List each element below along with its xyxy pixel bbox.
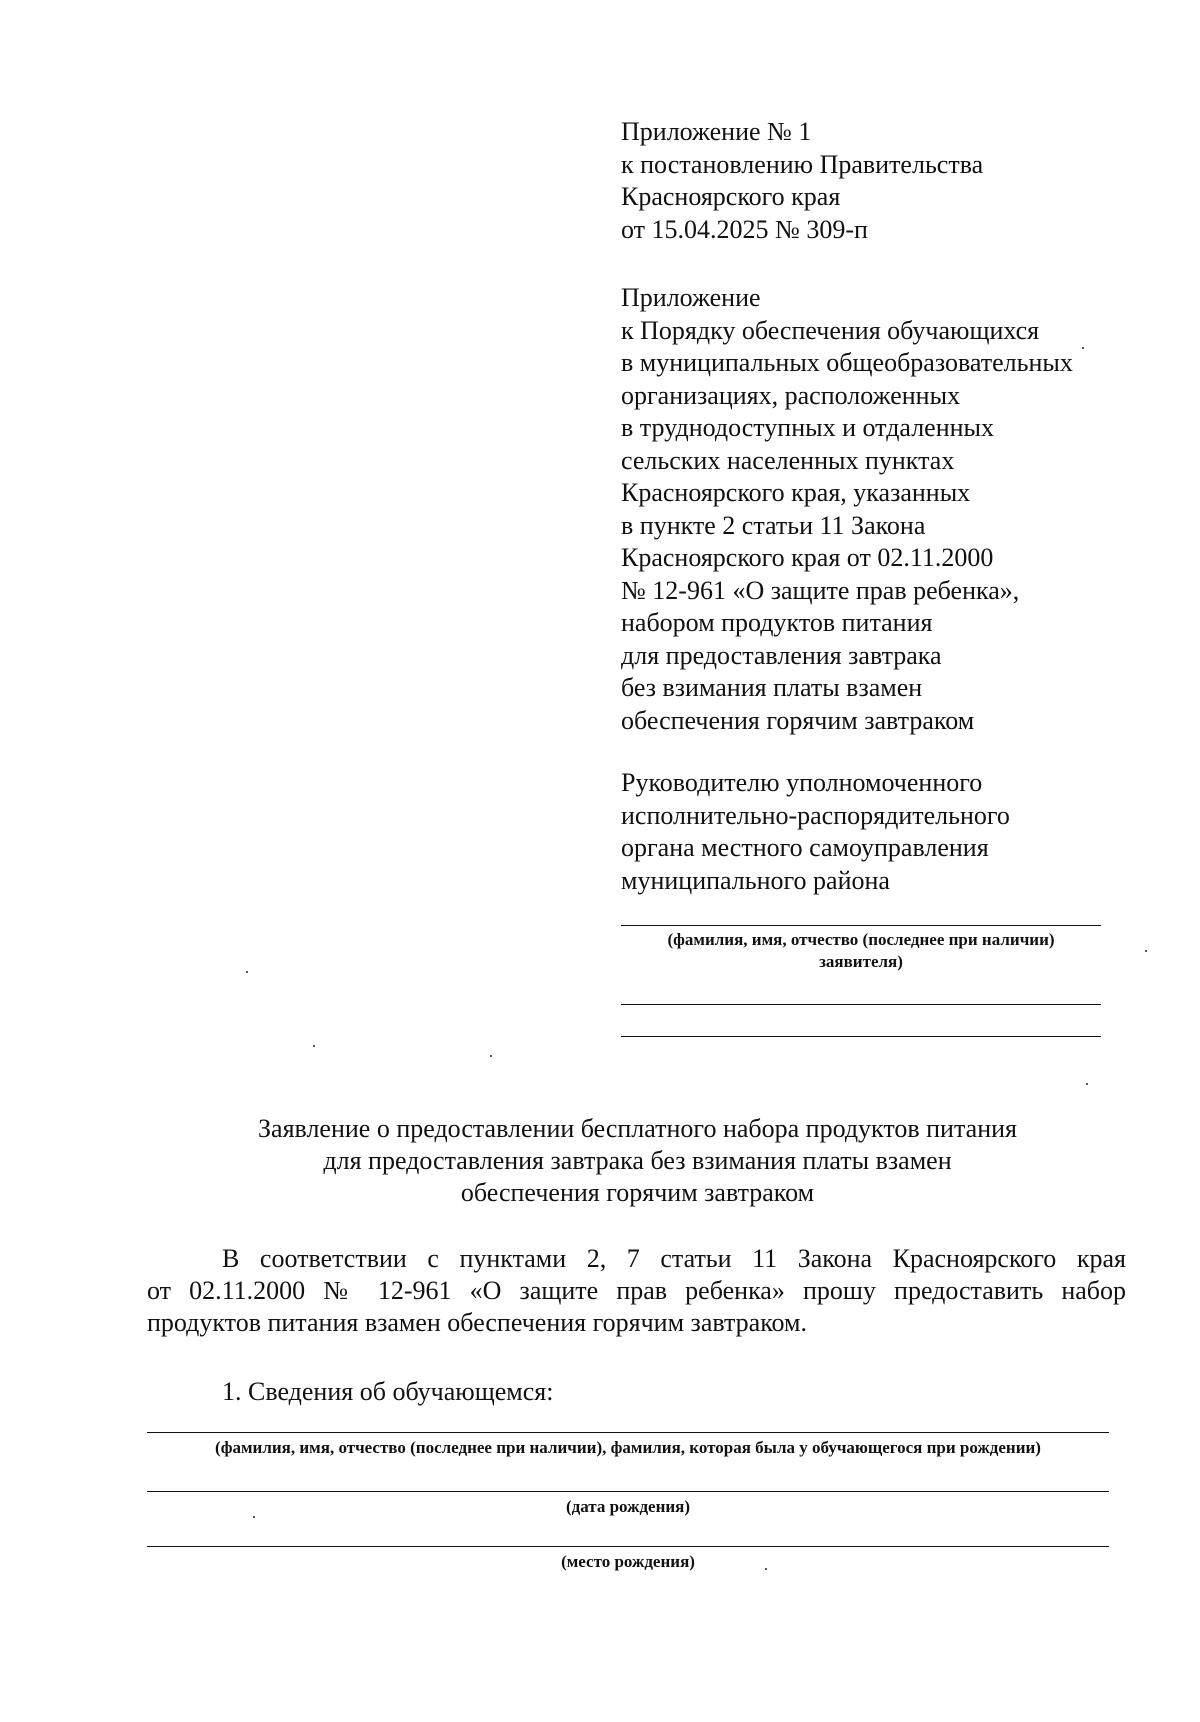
applicant-caption-line: заявителя) (819, 952, 903, 971)
birth-date-caption-text: (дата рождения) (565, 1497, 691, 1516)
birth-place-caption (147, 1551, 1109, 1573)
appendix-procedure-line: в труднодоступных и отдаленных (621, 413, 995, 442)
scan-speck (490, 1055, 492, 1057)
scan-speck (246, 971, 248, 973)
addressee-line: исполнительно-распорядительного (621, 800, 1010, 830)
addressee-block (621, 767, 1121, 897)
application-title (150, 1113, 1125, 1209)
applicant-name-caption (621, 929, 1101, 973)
applicant-caption-line: (фамилия, имя, отчество (последнее при наличии) (667, 930, 1055, 949)
appendix-1-line: к постановлению Правительства (621, 149, 984, 179)
application-body-paragraph (147, 1243, 1126, 1339)
addressee-line: Руководителю уполномоченного (621, 768, 983, 797)
student-name-caption (147, 1437, 1109, 1459)
appendix-procedure-line: № 12-961 «О защите прав ребенка», (621, 575, 1020, 605)
appendix-procedure-line: Красноярского края от 02.11.2000 (621, 543, 994, 572)
appendix-procedure-line: к Порядку обеспечения обучающихся (621, 315, 1040, 345)
birth-place-field-line[interactable] (147, 1546, 1109, 1547)
scan-speck (1082, 347, 1084, 349)
student-name-field-line[interactable] (147, 1432, 1109, 1433)
appendix-procedure-header (621, 282, 1121, 737)
appendix-procedure-line: для предоставления завтрака (621, 640, 942, 670)
scan-speck (1145, 950, 1147, 952)
title-line: Заявление о предоставлении бесплатного набора продуктов питания (258, 1114, 1017, 1143)
addressee-line: органа местного самоуправления (621, 833, 989, 862)
body-line: от 02.11.2000 № 12-961 «О защите прав ребенка» прошу предоставить набор (147, 1276, 1126, 1305)
body-line: продуктов питания взамен обеспечения горячим завтраком. (147, 1308, 807, 1337)
appendix-procedure-line: в муниципальных общеобразовательных (621, 348, 1073, 377)
section-1-heading: 1. Сведения об обучающемся: (222, 1377, 554, 1406)
scan-speck (313, 1045, 315, 1047)
birth-place-caption-text: (место рождения) (561, 1552, 695, 1571)
appendix-procedure-line: организациях, расположенных (621, 380, 961, 410)
appendix-procedure-line: без взимания платы взамен (621, 673, 923, 702)
student-name-caption-text: (фамилия, имя, отчество (последнее при наличии), фамилия, которая была у обучающегося при рождении) (215, 1438, 1041, 1457)
body-line: В соответствии с пунктами 2, 7 статьи 11 Закона Красноярского края (222, 1244, 1126, 1273)
scan-speck (1086, 1083, 1088, 1085)
scan-speck (765, 1568, 767, 1570)
applicant-extra-field-line-1[interactable] (621, 1004, 1101, 1005)
appendix-procedure-line: в пункте 2 статьи 11 Закона (621, 510, 926, 540)
birth-date-field-line[interactable] (147, 1491, 1109, 1492)
appendix-procedure-line: обеспечения горячим завтраком (621, 705, 975, 735)
appendix-procedure-line: Приложение (621, 283, 761, 312)
title-line: для предоставления завтрака без взимания платы взамен (323, 1146, 952, 1175)
appendix-procedure-line: Красноярского края, указанных (621, 478, 971, 507)
appendix-1-header (621, 116, 1121, 246)
birth-date-caption (147, 1496, 1109, 1518)
appendix-1-line: от 15.04.2025 № 309-п (621, 214, 868, 244)
title-line: обеспечения горячим завтраком (460, 1178, 815, 1207)
appendix-procedure-line: набором продуктов питания (621, 608, 933, 637)
applicant-extra-field-line-2[interactable] (621, 1036, 1101, 1037)
appendix-1-line: Красноярского края (621, 182, 841, 211)
appendix-1-line: Приложение № 1 (621, 117, 812, 146)
scan-speck (253, 1516, 255, 1518)
addressee-line: муниципального района (621, 865, 890, 895)
appendix-procedure-line: сельских населенных пунктах (621, 445, 955, 475)
applicant-name-field-line[interactable] (621, 925, 1101, 926)
